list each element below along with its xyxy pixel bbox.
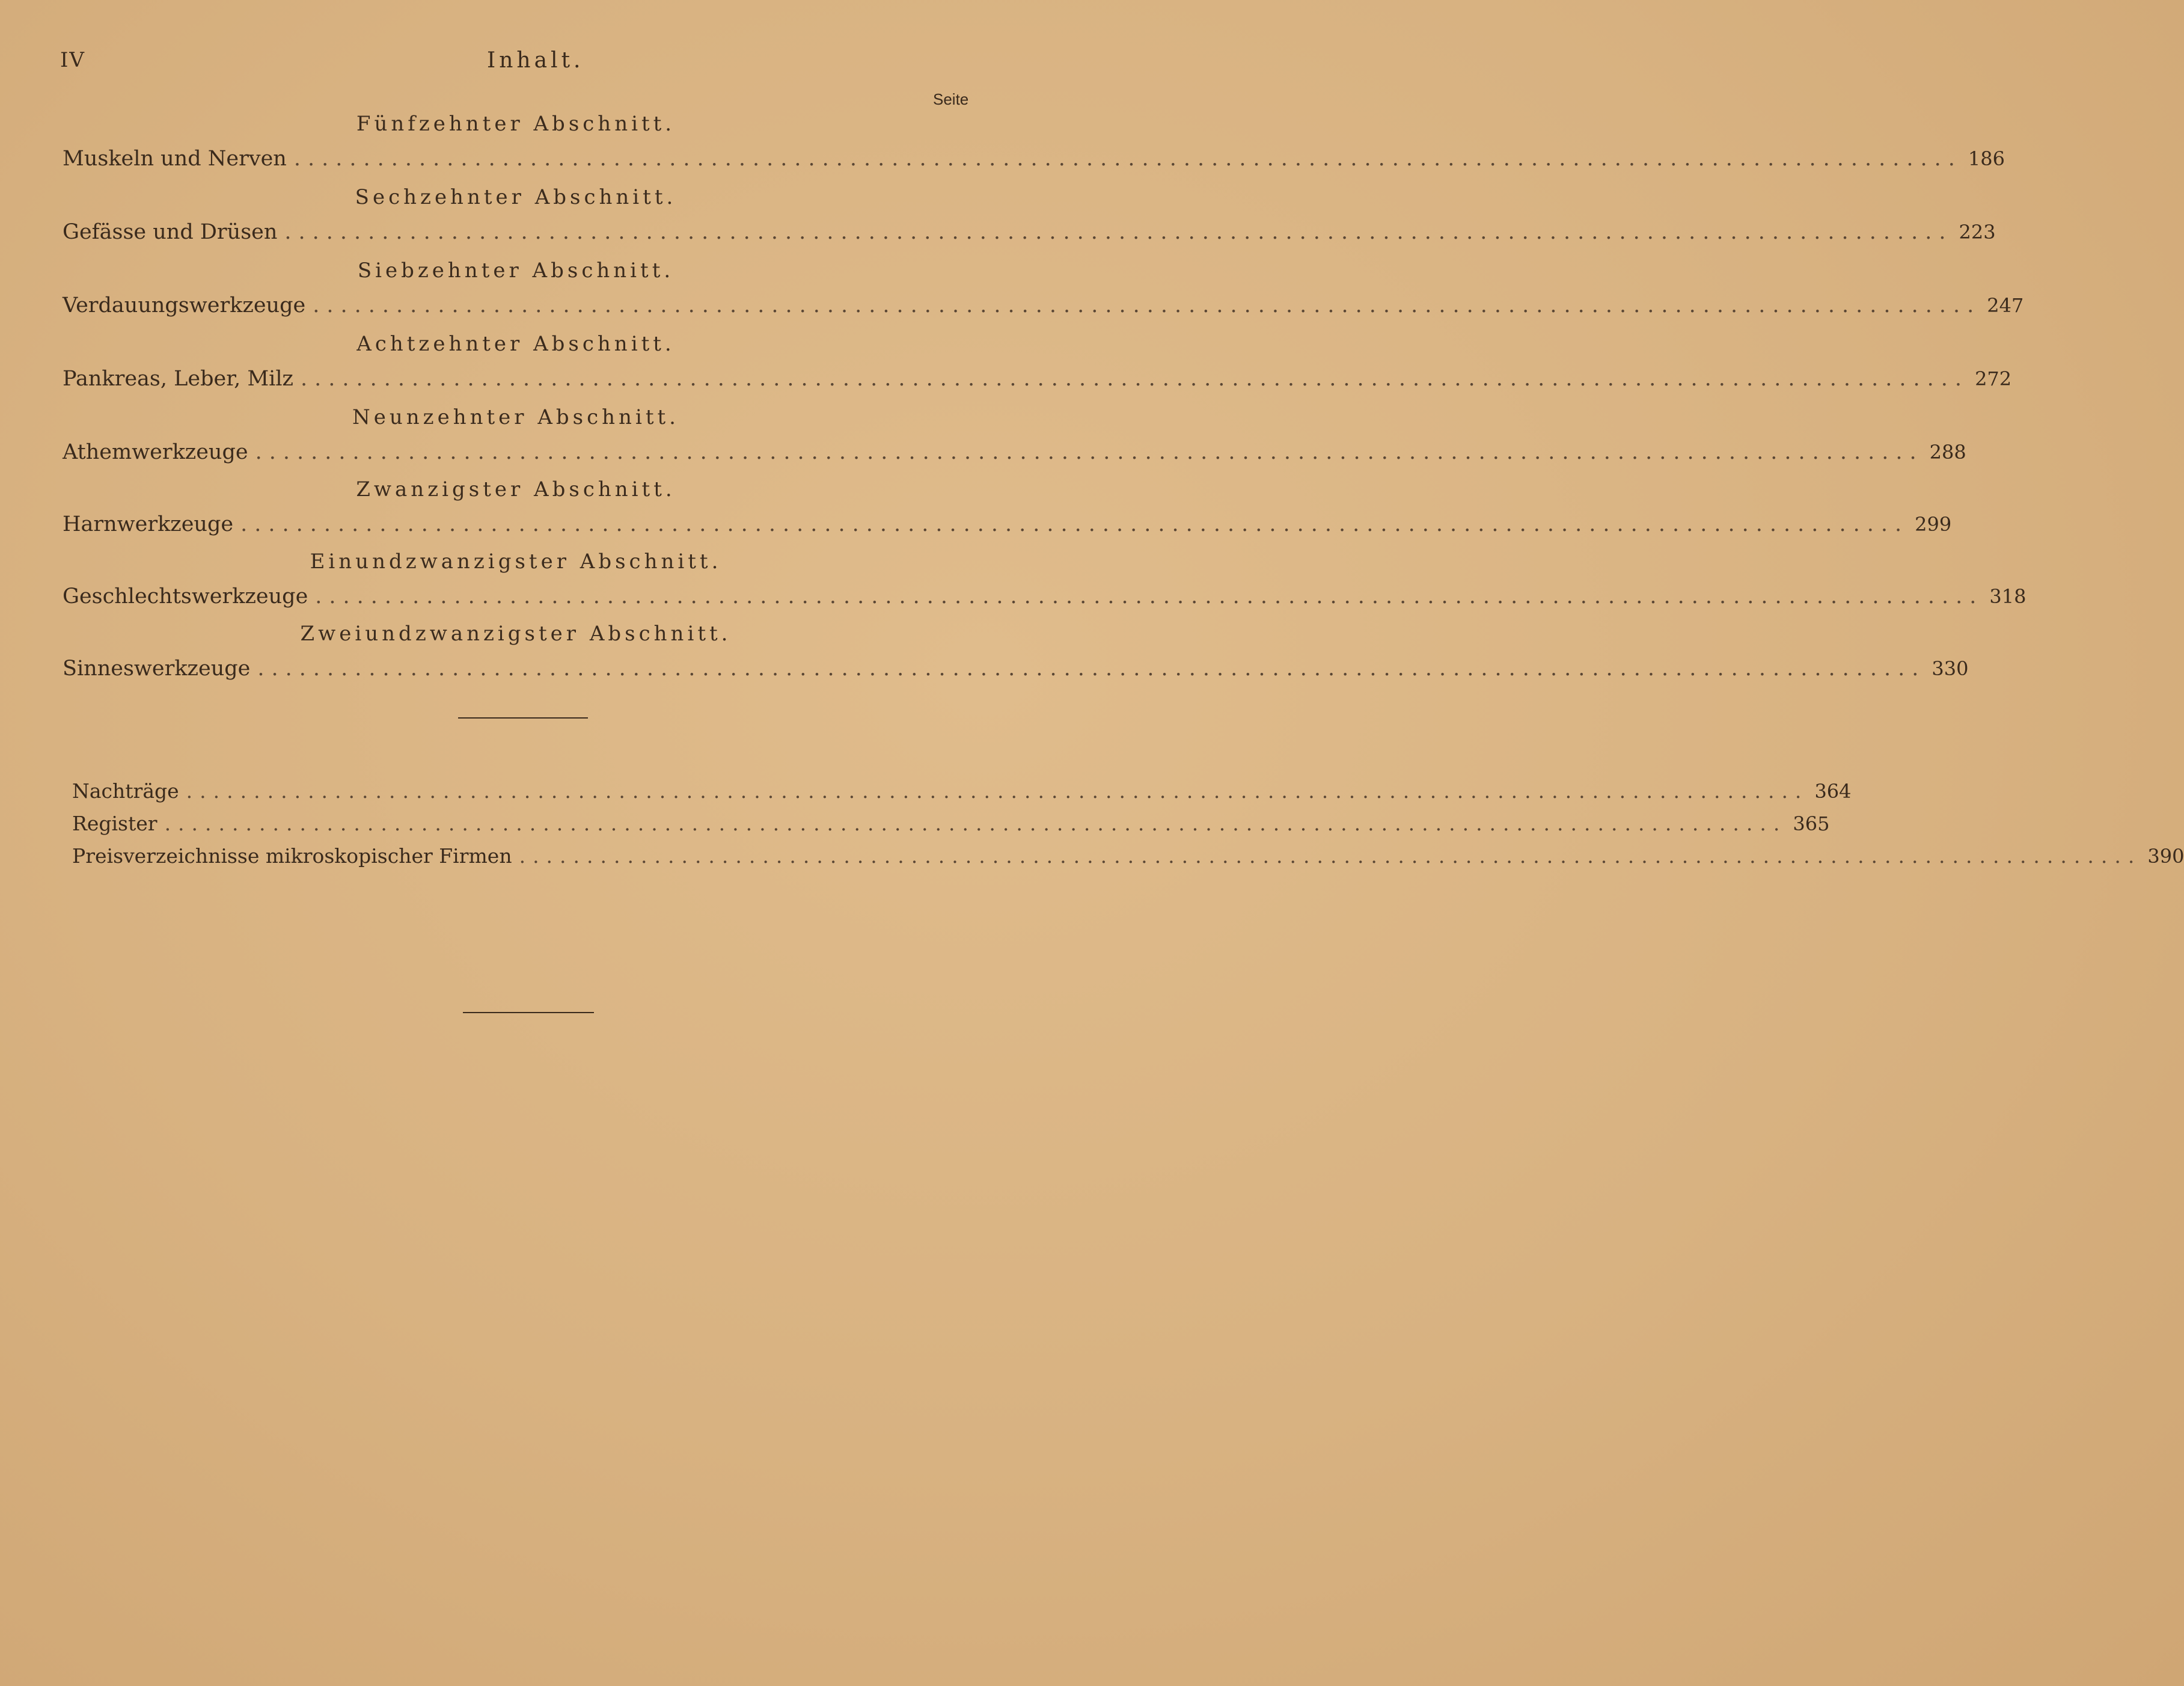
section-heading: Neunzehnter Abschnitt. — [352, 405, 679, 429]
page-number: IV — [60, 48, 85, 72]
dot-leader: ........................................................................................................................ — [255, 440, 1924, 464]
dot-leader: ........................................................................................................................ — [164, 812, 1787, 835]
dot-leader: ........................................................................................................................ — [284, 220, 1953, 244]
dot-leader: ........................................................................................................................ — [257, 657, 1926, 681]
toc-entry-label: Pankreas, Leber, Milz — [63, 367, 293, 391]
toc-entry — [63, 512, 1952, 539]
toc-entry — [63, 147, 2005, 173]
section-heading: Siebzehnter Abschnitt. — [357, 259, 674, 283]
toc-entry-label: Muskeln und Nerven — [63, 147, 287, 171]
toc-entry-label: Athemwerkzeuge — [63, 440, 248, 464]
toc-entry-label: Preisverzeichnisse mikroskopischer Firmen — [72, 844, 512, 868]
dot-leader: ........................................................................................................................ — [293, 147, 1962, 171]
toc-entry-page: 186 — [1968, 147, 2005, 170]
toc-entry-page: 247 — [1987, 294, 2024, 317]
divider-rule — [463, 1012, 594, 1013]
toc-entry-label: Geschlechtswerkzeuge — [63, 584, 308, 608]
page-title: Inhalt. — [487, 48, 584, 73]
toc-entry-page: 364 — [1814, 780, 1852, 803]
toc-entry-label: Gefässe und Drüsen — [63, 220, 278, 244]
dot-leader: ........................................................................................................................ — [519, 844, 2142, 868]
toc-entry — [63, 367, 2012, 393]
section-heading: Zwanzigster Abschnitt. — [356, 477, 676, 501]
toc-entry — [63, 440, 1966, 467]
dot-leader: ........................................................................................................................ — [313, 293, 1981, 317]
toc-entry — [72, 779, 1852, 806]
section-heading: Fünfzehnter Abschnitt. — [356, 112, 676, 136]
toc-entry-page: 272 — [1975, 367, 2012, 390]
section-heading: Zweiundzwanzigster Abschnitt. — [300, 622, 732, 646]
section-heading: Einundzwanzigster Abschnitt. — [310, 550, 722, 574]
toc-entry-label: Sinneswerkzeuge — [63, 657, 251, 681]
toc-entry-label: Verdauungswerkzeuge — [63, 293, 306, 317]
dot-leader: ........................................................................................................................ — [315, 584, 1984, 608]
dot-leader: ........................................................................................................................ — [301, 367, 1969, 391]
toc-entry — [63, 657, 1969, 683]
toc-entry-page: 288 — [1929, 441, 1966, 464]
toc-entry — [63, 220, 1996, 247]
toc-entry-label: Nachträge — [72, 779, 179, 803]
toc-entry — [63, 584, 2026, 611]
toc-entry-label: Harnwerkzeuge — [63, 512, 234, 536]
toc-entry — [72, 812, 1830, 838]
toc-entry-page: 390 — [2147, 845, 2184, 868]
dot-leader: ........................................................................................................................ — [240, 512, 1909, 536]
toc-entry-page: 299 — [1915, 513, 1952, 536]
divider-rule — [458, 717, 588, 719]
toc-entry — [63, 293, 2024, 320]
toc-entry — [72, 844, 2184, 871]
toc-entry-page: 223 — [1959, 221, 1996, 244]
toc-entry-page: 365 — [1793, 812, 1830, 835]
toc-entry-page: 330 — [1932, 657, 1969, 680]
toc-entry-page: 318 — [1989, 585, 2026, 608]
section-heading: Achtzehnter Abschnitt. — [356, 332, 675, 356]
toc-entry-label: Register — [72, 812, 158, 835]
dot-leader: ........................................................................................................................ — [186, 779, 1809, 803]
section-heading: Sechzehnter Abschnitt. — [355, 185, 677, 209]
page-column-label: Seite — [933, 90, 969, 108]
